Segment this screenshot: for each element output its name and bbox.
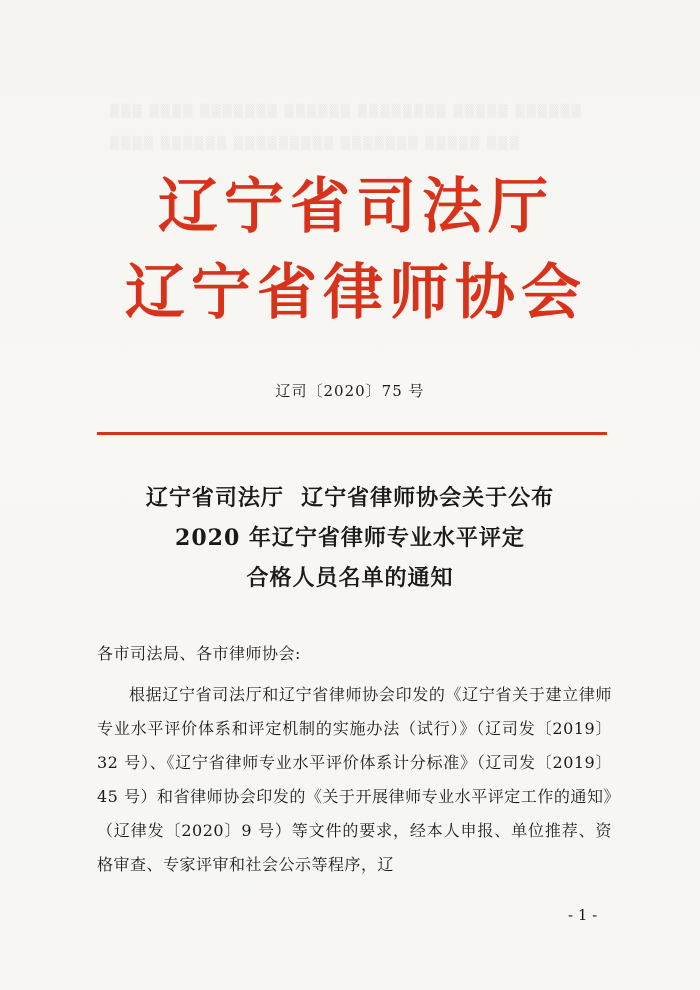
body-paragraph: 根据辽宁省司法厅和辽宁省律师协会印发的《辽宁省关于建立律师专业水平评价体系和评定机制的实施办法（试行）》（辽司发〔2019〕32 号）、《辽宁省律师专业水平评价体系计分标准》（辽司发〔2019〕45 号）和省律师协会印发的《关于开展律师专业水平评定工作的通知》（辽律发〔2020〕9 号）等文件的要求，经本人申报、单位推荐、资格审查、专家评审和社会公示等程序，辽 — [97, 685, 612, 874]
letterhead-issuer-lawyers-association: 辽宁省律师协会 — [125, 258, 587, 328]
red-separator-line — [97, 432, 607, 435]
document-number: 辽司〔2020〕75 号 — [275, 382, 425, 400]
document-title-line-2: 2020 年辽宁省律师专业水平评定 — [175, 525, 525, 551]
salutation: 各市司法局、各市律师协会: — [97, 644, 301, 663]
show-through-texture: ▒▒▒ ▒▒▒▒ ▒▒▒▒▒▒▒ ▒▒▒▒▒▒ ▒▒▒▒▒▒▒▒ ▒▒▒▒▒ ▒▒▒▒▒▒ — [110, 104, 583, 118]
page-number: - 1 - — [568, 906, 598, 924]
document-title-line-1: 辽宁省司法厅 辽宁省律师协会关于公布 — [145, 485, 555, 511]
letterhead-issuer-justice-department: 辽宁省司法厅 — [158, 172, 554, 242]
show-through-texture: ▒▒▒▒ ▒▒▒▒▒▒ ▒▒▒▒▒▒▒▒▒ ▒▒▒▒▒▒▒ ▒▒▒▒▒ ▒▒▒ — [110, 136, 521, 150]
document-title-line-3: 合格人员名单的通知 — [246, 565, 454, 591]
